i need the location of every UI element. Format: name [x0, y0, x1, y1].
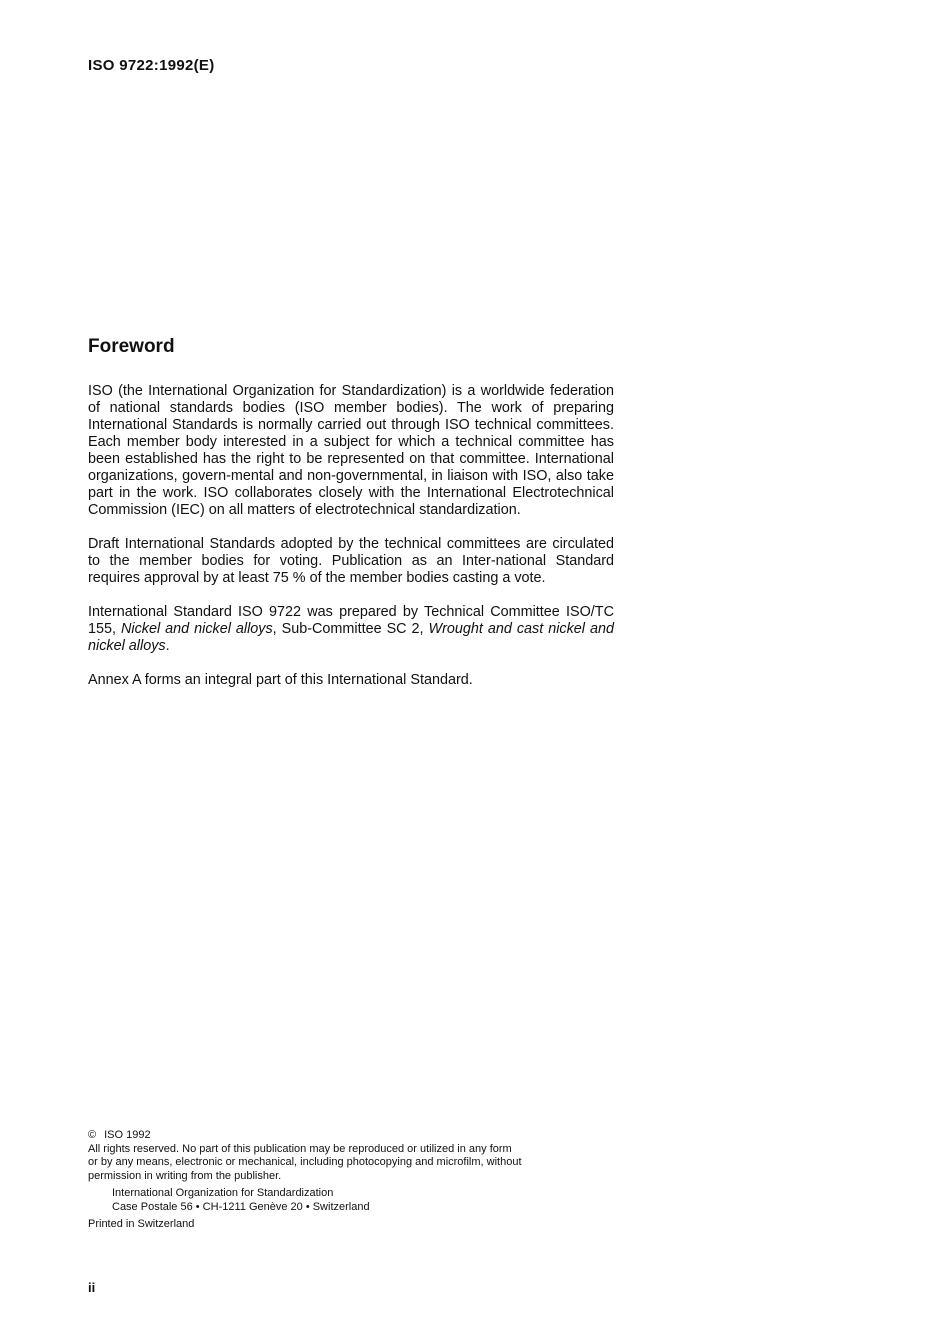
paragraph-3-text-e: .	[165, 638, 170, 654]
organization-address: Case Postale 56 • CH-1211 Genève 20 • Switzerland	[112, 1200, 370, 1213]
copyright-block	[88, 1129, 628, 1232]
paragraph-3-text-a: International Standard ISO 9722 was prepared by Technical Committee ISO/TC 155,	[88, 604, 614, 637]
paragraph-2: Draft International Standards adopted by the technical committees are circulated to the member bodies for voting. Publication as an Inter-national Standard requires approval by at least 75 % of the member bodies casting a vote.	[88, 536, 614, 586]
paragraph-4: Annex A forms an integral part of this International Standard.	[88, 672, 473, 688]
paragraph-3-text-c: , Sub-Committee SC 2,	[272, 621, 429, 637]
document-id-header: ISO 9722:1992(E)	[88, 57, 215, 74]
committee-title: Nickel and nickel alloys	[120, 621, 273, 637]
paragraph-3	[88, 604, 614, 655]
copyright-line	[88, 1129, 628, 1143]
rights-line-3: permission in writing from the publisher.	[88, 1169, 282, 1182]
copyright-icon: ©	[88, 1129, 97, 1141]
page-number: ii	[88, 1280, 96, 1295]
printed-in: Printed in Switzerland	[88, 1218, 195, 1230]
organization-name: International Organization for Standardization	[112, 1187, 334, 1199]
foreword-body	[88, 383, 614, 706]
rights-line-2: or by any means, electronic or mechanical, including photocopying and microfilm, without	[88, 1156, 522, 1168]
paragraph-1: ISO (the International Organization for Standardization) is a worldwide federation of national standards bodies (ISO member bodies). The work of preparing International Standards is normally carried out through ISO technical committees. Each member body interested in a subject for which a technical committee has been established has the right to be represented on that committee. International organizations, govern-mental and non-governmental, in liaison with ISO, also take part in the work. ISO collaborates closely with the International Electrotechnical Commission (IEC) on all matters of electrotechnical standardization.	[88, 383, 614, 518]
rights-line-1: All rights reserved. No part of this publication may be reproduced or utilized in any form	[88, 1142, 512, 1155]
section-title: Foreword	[88, 336, 175, 357]
copyright-owner-year: ISO 1992	[104, 1129, 151, 1141]
subcommittee-title: Wrought and cast nickel and nickel alloys	[88, 621, 614, 654]
